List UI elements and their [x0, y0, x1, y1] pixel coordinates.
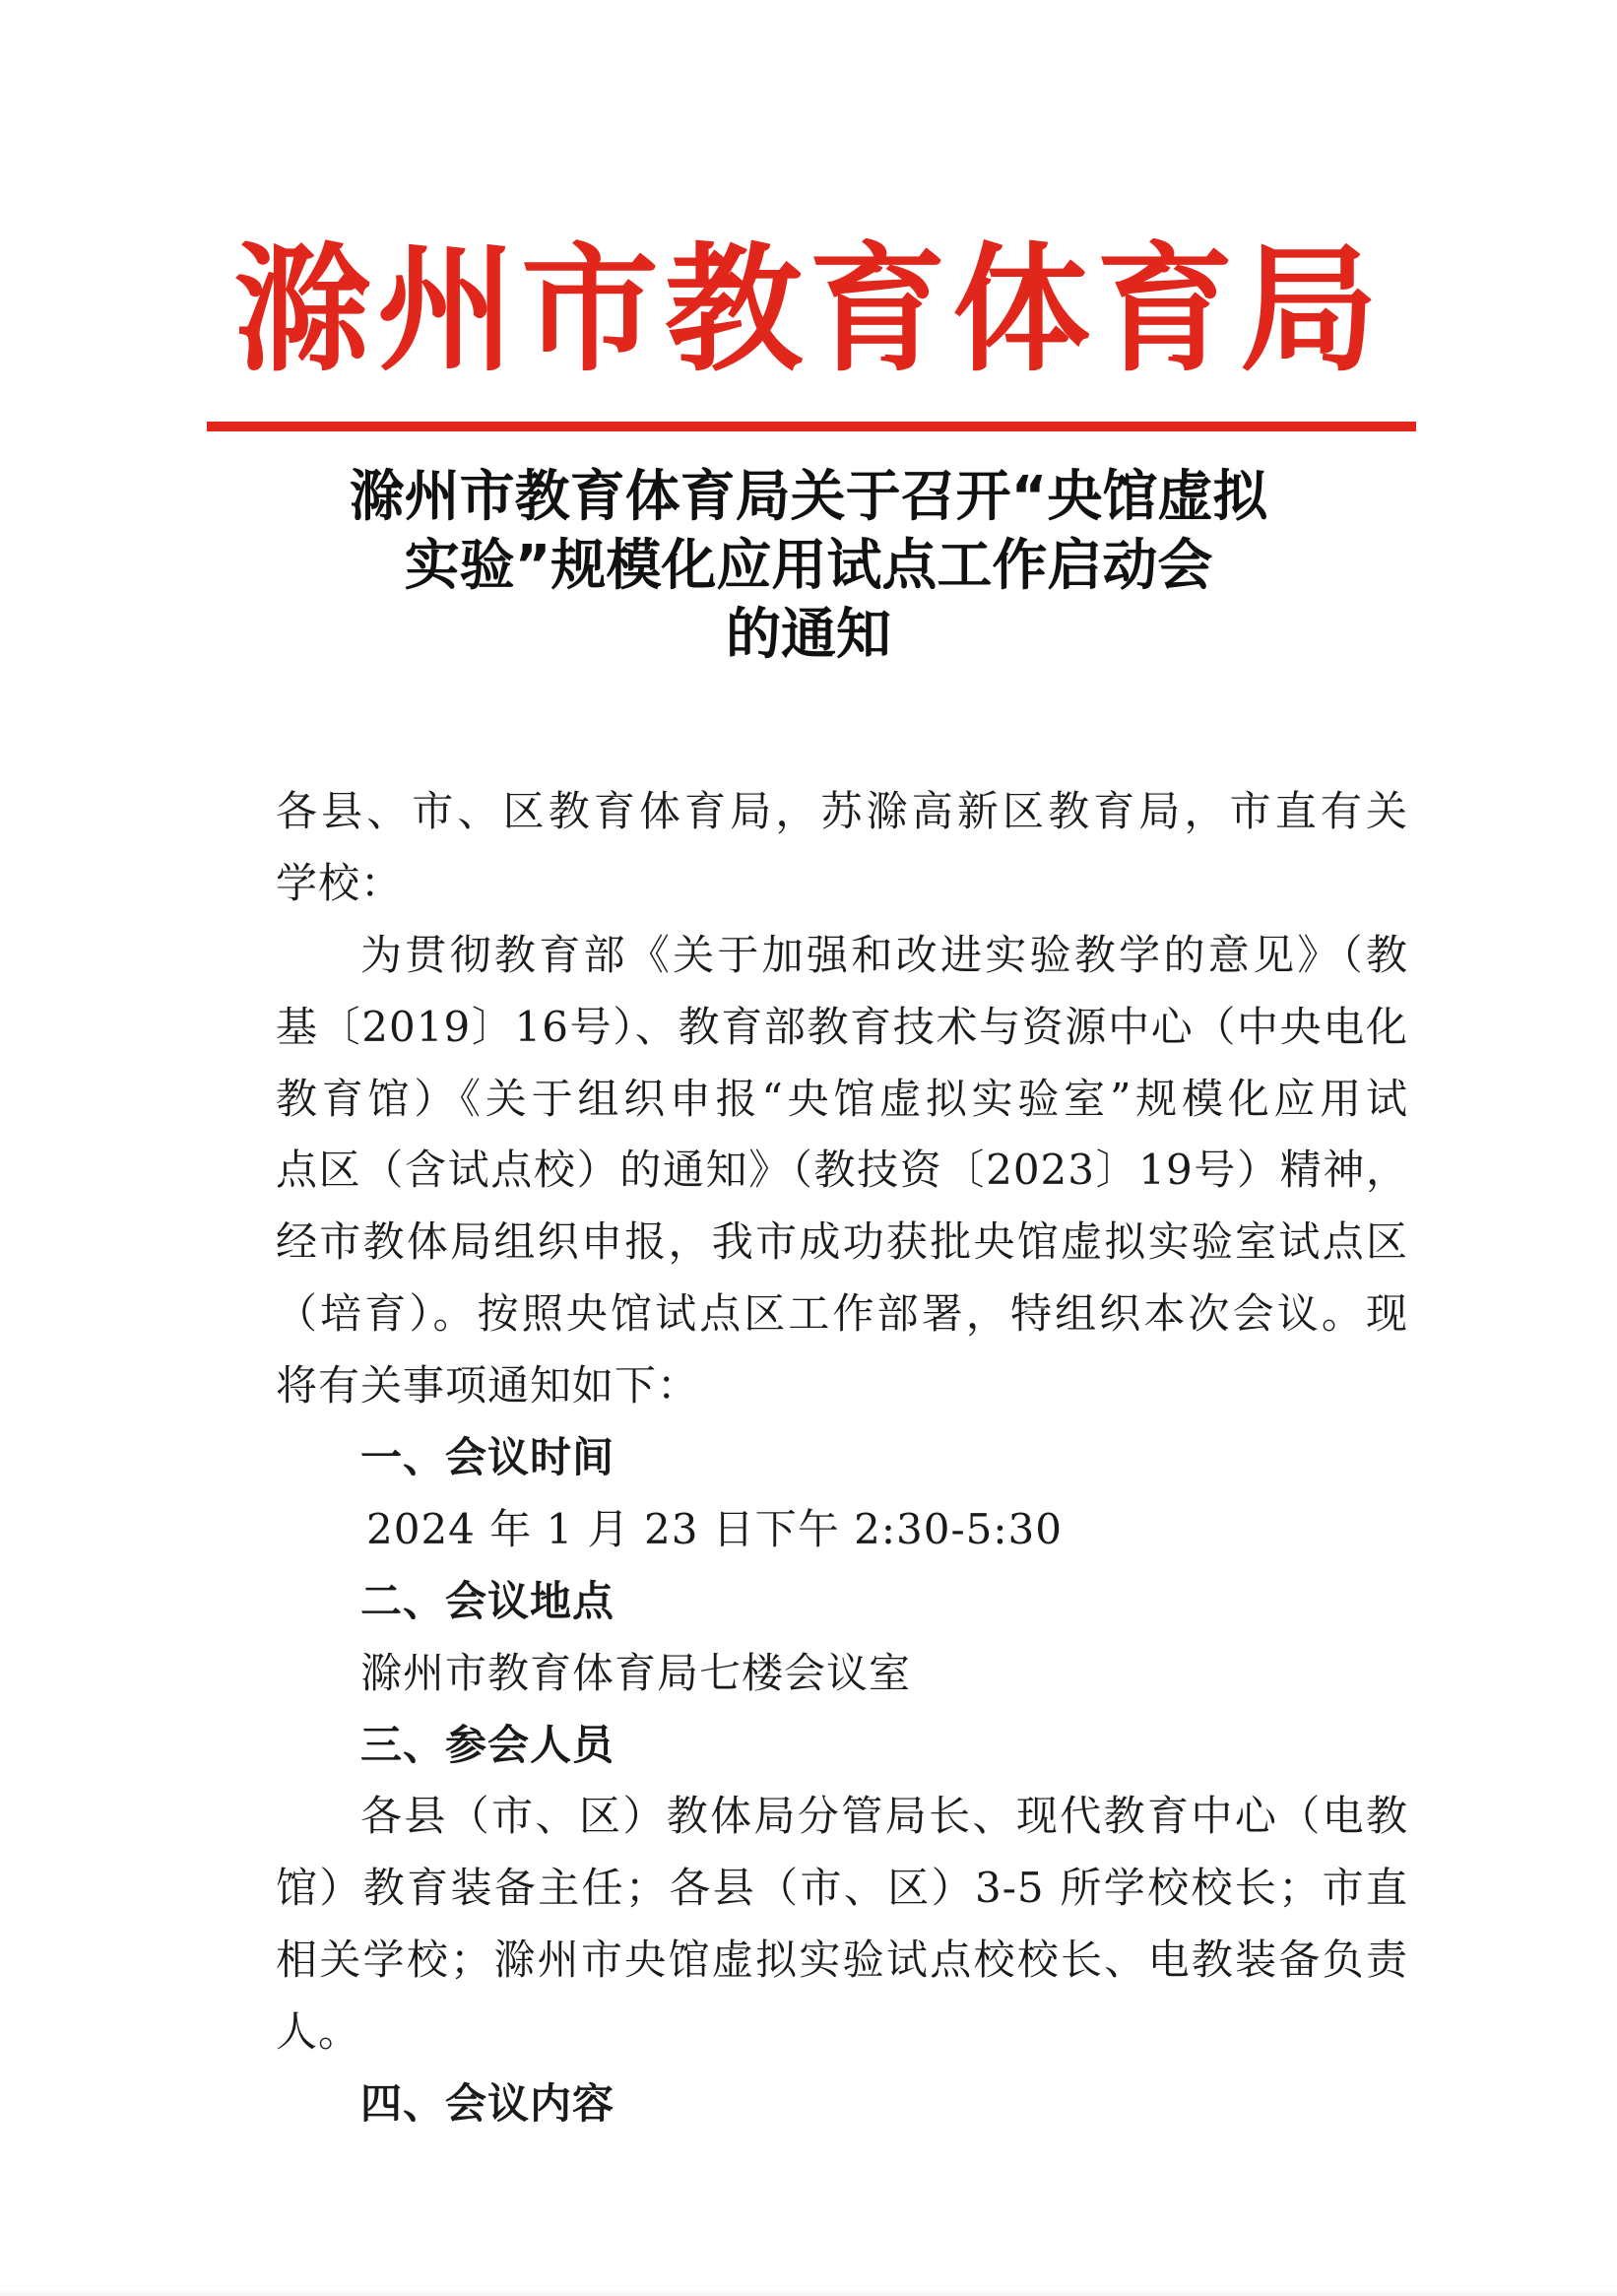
addressee-line: 各县、市、区教育体育局，苏滁高新区教育局，市直有关	[276, 787, 1408, 835]
title-line: 的通知	[726, 603, 891, 667]
section-heading-location: 二、会议地点	[360, 1576, 615, 1625]
attendees-line: 相关学校；滁州市央馆虚拟实验试点校校长、电教装备负责	[276, 1935, 1408, 1985]
intro-line: （培育）。按照央馆试点区工作部署，特组织本次会议。现	[276, 1289, 1408, 1339]
letterhead-red-rule	[207, 422, 1416, 431]
attendees-line: 馆）教育装备主任；各县（市、区）3-5 所学校校长；市直	[276, 1864, 1408, 1913]
attendees-line: 各县（市、区）教体局分管局长、现代教育中心（电教	[360, 1792, 1408, 1841]
intro-line: 基〔2019〕16号）、教育部教育技术与资源中心（中央电化	[276, 1002, 1408, 1051]
meeting-time: 2024 年 1 月 23 日下午 2:30-5:30	[366, 1504, 1063, 1553]
document-title	[0, 463, 1617, 670]
document-body	[276, 776, 1408, 2140]
section-heading-content: 四、会议内容	[360, 2079, 615, 2129]
attendees-line: 人。	[276, 2007, 361, 2057]
intro-line: 为贯彻教育部《关于加强和改进实验教学的意见》（教	[360, 930, 1408, 979]
addressee-line: 学校：	[276, 858, 404, 907]
title-line: 滁州市教育体育局关于召开“央馆虚拟	[349, 465, 1268, 529]
section-heading-attendees: 三、参会人员	[360, 1720, 615, 1769]
intro-line: 点区（含试点校）的通知》（教技资〔2023〕19号）精神，	[276, 1146, 1408, 1195]
title-line: 实验”规模化应用试点工作启动会	[404, 534, 1213, 598]
intro-line: 教育馆）《关于组织申报“央馆虚拟实验室”规模化应用试	[276, 1074, 1408, 1123]
letterhead-org-name: 滁州市教育体育局	[232, 230, 1384, 391]
scan-edge-shadow	[0, 2290, 1617, 2296]
section-heading-time: 一、会议时间	[360, 1433, 615, 1482]
meeting-location: 滁州市教育体育局七楼会议室	[360, 1648, 912, 1697]
intro-line: 将有关事项通知如下：	[276, 1361, 700, 1410]
intro-line: 经市教体局组织申报，我市成功获批央馆虚拟实验室试点区	[276, 1217, 1408, 1267]
